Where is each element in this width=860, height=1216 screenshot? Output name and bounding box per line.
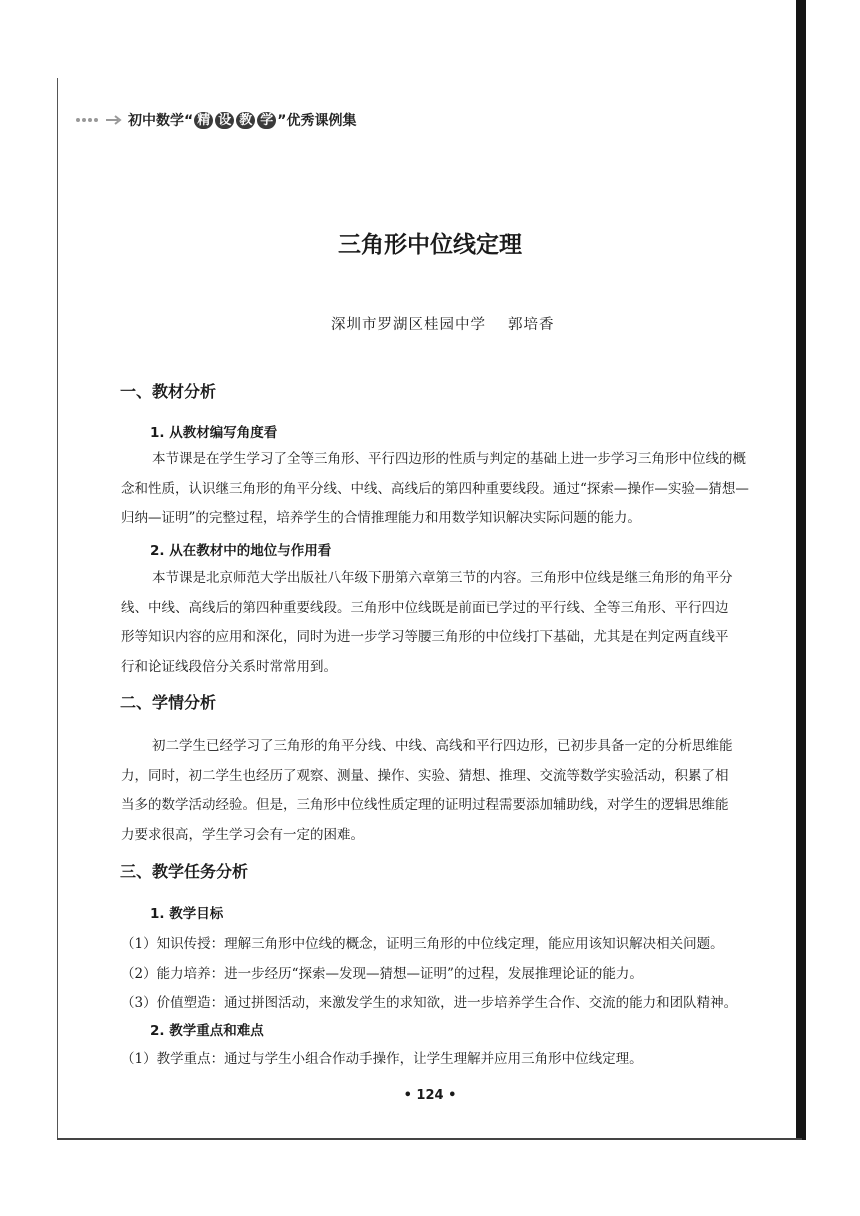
- subsection-heading: 1. 从教材编写角度看: [150, 425, 278, 441]
- header-dots-icon: [76, 118, 100, 122]
- list-item: （3）价值塑造：通过拼图活动，来激发学生的求知欲，进一步培养学生合作、交流的能力和团队精神。: [121, 995, 738, 1011]
- page-number: • 124 •: [403, 1088, 457, 1103]
- header-badge: 精: [194, 112, 213, 129]
- header-arrow-icon: [106, 115, 124, 125]
- text-line: 当多的数学活动经验。但是，三角形中位线性质定理的证明过程需要添加辅助线，对学生的逻辑思维能: [121, 797, 729, 813]
- paragraph: [121, 564, 776, 682]
- text-line: 本节课是北京师范大学出版社八年级下册第六章第三节的内容。三角形中位线是继三角形的角平分: [152, 570, 733, 586]
- scan-right-edge: [796, 0, 806, 1140]
- text-line: 线、中线、高线后的第四种重要线段。三角形中位线既是前面已学过的平行线、全等三角形、平行四边: [121, 599, 729, 616]
- text-line: 本节课是在学生学习了全等三角形、平行四边形的性质与判定的基础上进一步学习三角形中位线的概: [152, 451, 746, 467]
- list-item: （2）能力培养：进一步经历“探索—发现—猜想—证明”的过程，发展推理论证的能力。: [121, 966, 643, 982]
- text-line: 念和性质，认识继三角形的角平分线、中线、高线后的第四种重要线段。通过“探索—操作—实验—猜想—: [121, 480, 749, 497]
- page-title: 三角形中位线定理: [338, 232, 522, 258]
- text-line: 形等知识内容的应用和深化，同时为进一步学习等腰三角形的中位线打下基础，尤其是在判定两直线平: [121, 629, 729, 645]
- subsection-heading: 1. 教学目标: [150, 906, 224, 922]
- list-item: （1）知识传授：理解三角形中位线的概念，证明三角形的中位线定理，能应用该知识解决相关问题。: [121, 936, 724, 952]
- header-badge: 设: [215, 112, 234, 129]
- header-badge: 学: [257, 112, 276, 129]
- running-header: [76, 109, 356, 131]
- author-line: [331, 313, 555, 334]
- author-name: 郭培香: [508, 317, 555, 333]
- section-heading: 二、学情分析: [120, 693, 217, 712]
- list-item: （1）教学重点：通过与学生小组合作动手操作，让学生理解并应用三角形中位线定理。: [121, 1051, 643, 1067]
- paragraph: [121, 445, 776, 534]
- section-heading: 三、教学任务分析: [120, 862, 249, 881]
- scan-bottom-edge: [57, 1138, 802, 1140]
- header-badge: 教: [236, 112, 255, 129]
- header-suffix: ”优秀课例集: [277, 113, 357, 129]
- subsection-heading: 2. 从在教材中的地位与作用看: [150, 543, 332, 559]
- paragraph: [121, 732, 776, 850]
- text-line: 初二学生已经学习了三角形的角平分线、中线、高线和平行四边形，已初步具备一定的分析思维能: [152, 738, 733, 754]
- header-prefix: 初中数学“: [128, 113, 194, 129]
- text-line: 力要求很高，学生学习会有一定的困难。: [121, 826, 364, 843]
- text-line: 归纳—证明”的完整过程，培养学生的合情推理能力和用数学知识解决实际问题的能力。: [121, 510, 641, 526]
- text-line: 行和论证线段倍分关系时常常用到。: [121, 658, 337, 675]
- author-school: 深圳市罗湖区桂园中学: [331, 317, 486, 333]
- section-heading: 一、教材分析: [120, 382, 217, 401]
- subsection-heading: 2. 教学重点和难点: [150, 1023, 264, 1039]
- text-line: 力，同时，初二学生也经历了观察、测量、操作、实验、猜想、推理、交流等数学实验活动，积累了相: [121, 767, 729, 784]
